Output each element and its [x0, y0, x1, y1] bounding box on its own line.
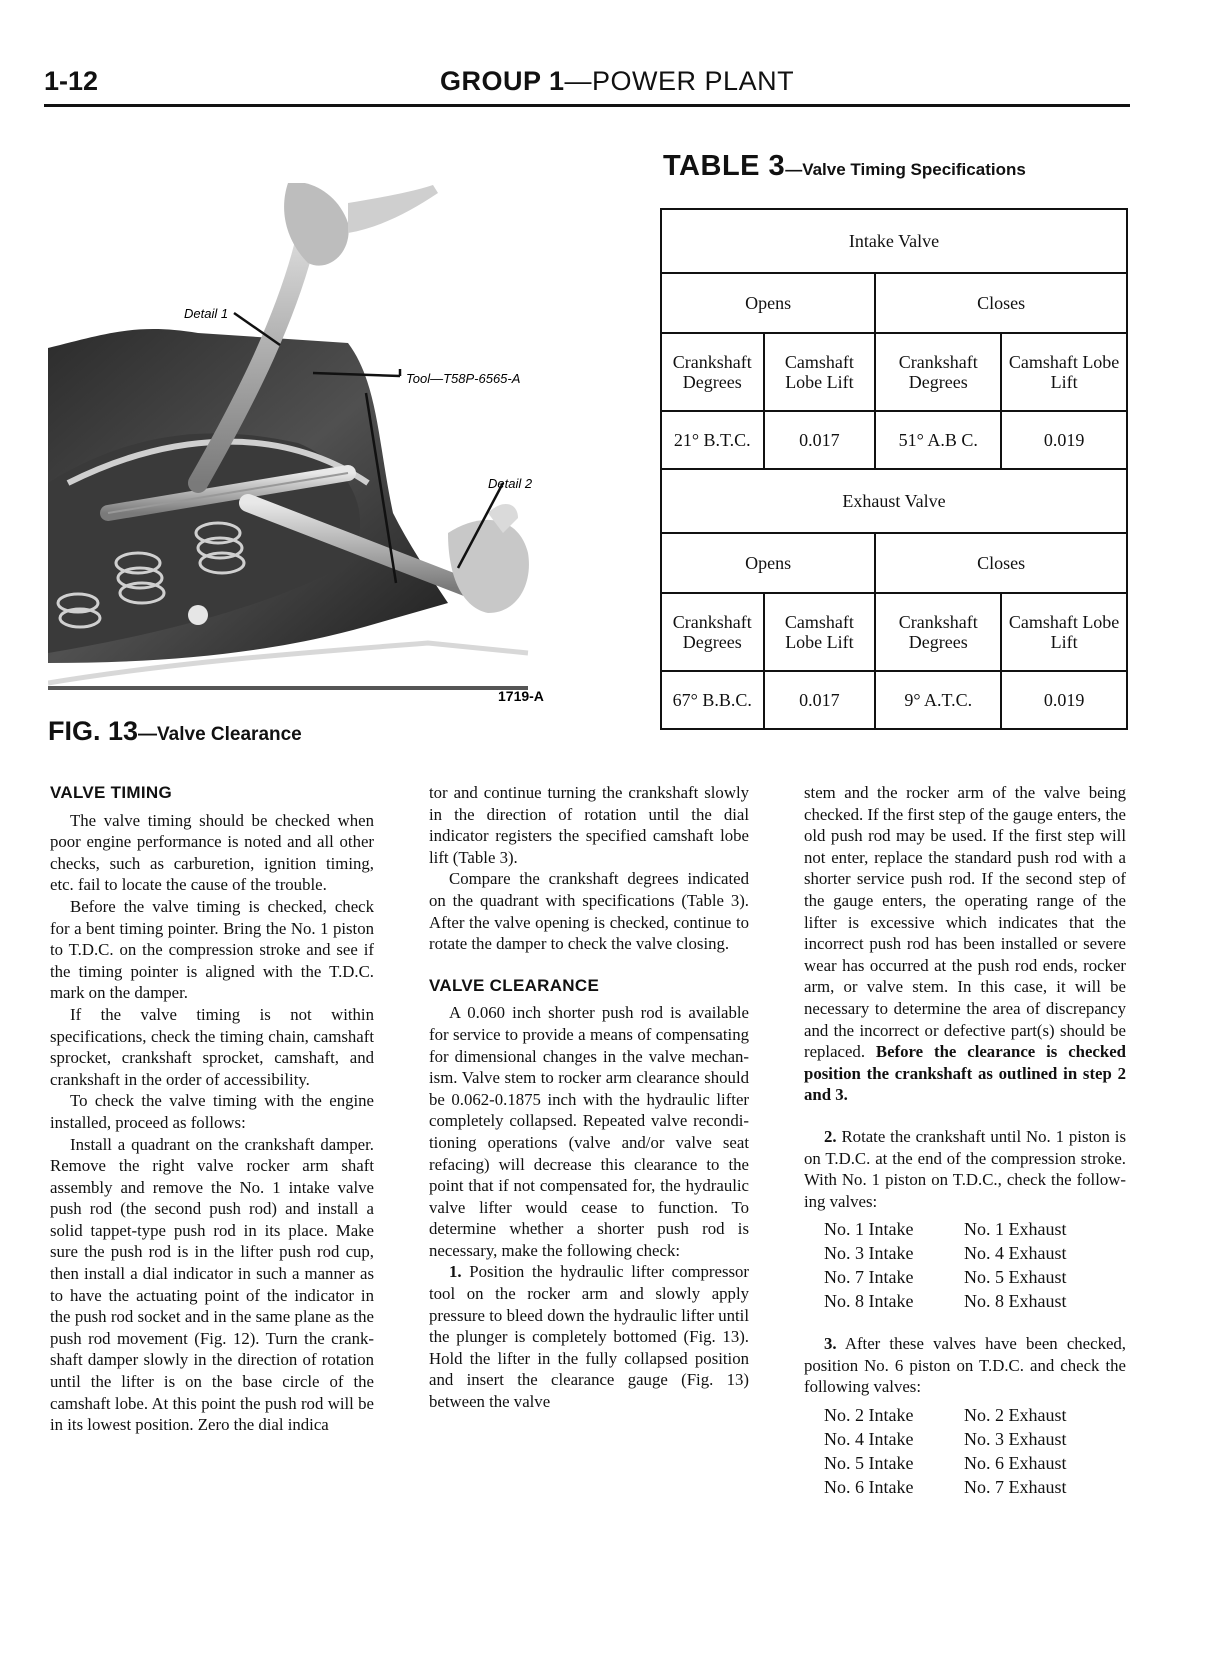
paragraph: Before the valve timing is checked, check for a bent timing pointer. Bring the No. 1 piston to T.D.C. on the compression stroke and see if the timing pointer is aligned with the T.D.C. mark on the damper.	[50, 896, 374, 1003]
section-heading-valve-timing: VALVE TIMING	[50, 783, 172, 802]
text-column-3	[804, 782, 1126, 1499]
text-column-2	[429, 782, 749, 1413]
list-item: No. 1 Intake	[824, 1219, 914, 1240]
list-item: No. 6 Exhaust	[964, 1453, 1067, 1474]
list-item: No. 5 Intake	[824, 1453, 914, 1474]
paragraph-continued: Install a quadrant on the crankshaft damper. Remove the right valve rocker arm shaft assembly and remove the No. 1 intake valve push rod (the second push rod) and install a solid tappet-type push rod in its place. Make sure the push rod is in the lifter push rod cup, then install a dial indicator in such a manner as to have the actuating point of the indicator in the push rod socket and in the same plane as the push rod movement (Fig. 12). Turn the crankshaft damper slowly in the direction of rotation until the lifter is on the base circle of the camshaft lobe. At this point the push rod will be in its lowest position. Zero the dial indica	[50, 1134, 374, 1435]
table-header-cell: Camshaft Lobe Lift	[1001, 333, 1127, 411]
list-item: No. 6 Intake	[824, 1477, 914, 1498]
table-title: TABLE 3—Valve Timing Specifications	[663, 150, 1026, 182]
list-item: No. 4 Exhaust	[964, 1243, 1067, 1264]
list-item: No. 3 Intake	[824, 1243, 914, 1264]
label-tool: Tool—T58P-6565-A	[406, 371, 521, 386]
table-value-cell: 0.019	[1001, 671, 1127, 729]
list-item: No. 8 Intake	[824, 1291, 914, 1312]
list-item: No. 5 Exhaust	[964, 1267, 1067, 1288]
paragraph: To check the valve timing with the engine installed, proceed as follows:	[50, 1091, 374, 1132]
paragraph: If the valve timing is not within specifications, check the timing chain, camshaft sprocket, crankshaft sprocket, camshaft, and crankshaft in the order of accessibility.	[50, 1004, 374, 1089]
paragraph: Compare the crankshaft degrees indicated on the quadrant with specifications (Table 3). After the valve opening is checked, continue to rotate the damper to check the valve closing.	[429, 869, 749, 954]
table-cell: Closes	[875, 533, 1127, 593]
table-cell: Opens	[661, 533, 875, 593]
text-column-1	[50, 782, 374, 1436]
table-value-cell: 9° A.T.C.	[875, 671, 1001, 729]
list-item: No. 8 Exhaust	[964, 1291, 1067, 1312]
valve-timing-table	[660, 208, 1128, 730]
figure-caption: FIG. 13—Valve Clearance	[48, 716, 302, 746]
paragraph: A 0.060 inch shorter push rod is available for service to provide a means of compensating for dimensional changes in the valve mechanism. Valve stem to rocker arm clearance should be 0.062-0.1875 inch with the hydraulic lifter completely collapsed. Repeated valve reconditioning operations (valve and/or valve seat refacing) will decrease this clearance to the point that if not compensated for, the hydraulic valve lifter would cease to function. To determine whether a shorter push rod is necessary, make the following check:	[429, 1003, 749, 1260]
table-cell: Opens	[661, 273, 875, 333]
table-value-cell: 67° B.B.C.	[661, 671, 764, 729]
valve-list-step-2	[824, 1218, 1126, 1313]
list-item: No. 3 Exhaust	[964, 1429, 1067, 1450]
table-value-cell: 51° A.B C.	[875, 411, 1001, 469]
table-header-cell: Camshaft Lobe Lift	[1001, 593, 1127, 671]
label-figure-number: 1719-A	[498, 688, 544, 703]
page-header-title: GROUP 1—POWER PLANT	[440, 66, 795, 96]
table-header-cell: Crankshaft Degrees	[661, 593, 764, 671]
label-detail-1: Detail 1	[184, 306, 229, 321]
table-cell: Closes	[875, 273, 1127, 333]
valve-clearance-figure	[48, 183, 556, 703]
list-item: No. 1 Exhaust	[964, 1219, 1067, 1240]
table-header-cell: Crankshaft Degrees	[875, 593, 1001, 671]
table-value-cell: 21° B.T.C.	[661, 411, 764, 469]
list-item: No. 2 Exhaust	[964, 1405, 1067, 1426]
section-heading-valve-clearance: VALVE CLEARANCE	[429, 975, 600, 995]
table-header-cell: Crankshaft Degrees	[661, 333, 764, 411]
table-header-cell: Crankshaft Degrees	[875, 333, 1001, 411]
table-header-cell: Camshaft Lobe Lift	[764, 593, 876, 671]
step-1-continued: stem and the rocker arm of the valve being checked. If the first step of the gauge enters, the old push rod may be used. If the first step will not enter, replace the standard push rod with a shorter service push rod. If the second step of the gauge enters, the operating range of the lifter is excessive which indicates that the incorrect push rod has been installed or severe wear has occurred at the push rod ends, rocker arm, or valve stem. In this case, it will be necessary to determine the area of discrepancy and the incorrect or defective part(s) should be replaced. Before the clearance is checked position the crankshaft as outlined in step 2 and 3.	[804, 783, 1126, 1105]
table-section-exhaust: Exhaust Valve	[661, 469, 1127, 533]
step-2: 2. Rotate the crankshaft until No. 1 piston is on T.D.C. at the end of the compression stroke. With No. 1 piston on T.D.C., check the following valves:	[804, 1126, 1126, 1211]
list-item: No. 4 Intake	[824, 1429, 914, 1450]
list-item: No. 7 Exhaust	[964, 1477, 1067, 1498]
table-value-cell: 0.019	[1001, 411, 1127, 469]
paragraph: The valve timing should be checked when poor engine performance is noted and all other checks, such as carburetion, ignition timing, etc. fail to locate the cause of the trouble.	[50, 810, 374, 895]
table-value-cell: 0.017	[764, 411, 876, 469]
valve-list-step-3	[824, 1404, 1126, 1499]
step-1-continued: 1. Position the hydraulic lifter compressor tool on the rocker arm and slowly apply pressure to bleed down the hydraulic lifter until the plunger is completely bottomed (Fig. 13). Hold the lifter in the fully collapsed position and insert the clearance gauge (Fig. 13) between the valve	[429, 1262, 749, 1412]
table-section-intake: Intake Valve	[661, 209, 1127, 273]
page-number: 1-12	[44, 66, 99, 96]
list-item: No. 7 Intake	[824, 1267, 914, 1288]
header-rule	[44, 104, 1130, 107]
table-value-cell: 0.017	[764, 671, 876, 729]
label-detail-2: Detail 2	[488, 476, 533, 491]
paragraph-continued: tor and continue turning the crankshaft slowly in the direction of rotation until the dial indicator registers the specified camshaft lobe lift (Table 3).	[429, 783, 749, 867]
step-3: 3. After these valves have been checked, position No. 6 piston on T.D.C. and check the following valves:	[804, 1334, 1126, 1397]
list-item: No. 2 Intake	[824, 1405, 914, 1426]
table-header-cell: Camshaft Lobe Lift	[764, 333, 876, 411]
